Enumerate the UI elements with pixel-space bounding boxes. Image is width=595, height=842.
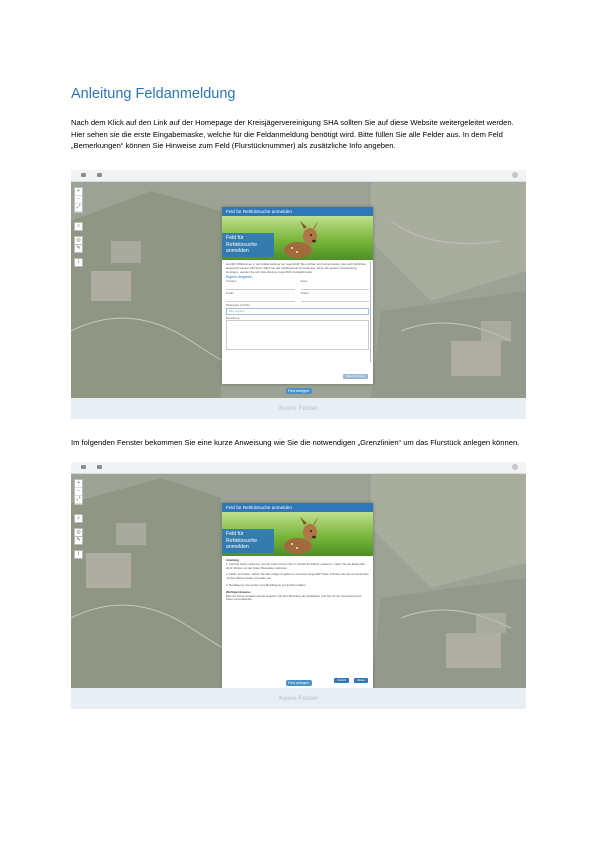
menu-icon[interactable] [81, 465, 86, 469]
layers-icon[interactable] [97, 465, 102, 469]
modal-header: Feld für Rehkitzsuche anmelden [222, 503, 373, 512]
search-icon[interactable]: ⌕ [74, 514, 83, 523]
form-body [222, 260, 373, 353]
label-telefon: Telefon [300, 291, 309, 295]
fawn-icon [280, 220, 322, 260]
hero-image [222, 512, 373, 556]
menu-icon[interactable] [81, 173, 86, 177]
search-icon[interactable]: ⌕ [74, 222, 83, 231]
label-bemerkung: Bemerkung [226, 316, 240, 320]
section-heading: Eigene Angaben [226, 275, 253, 280]
second-paragraph: Im folgenden Fenster bekommen Sie eine kurze Anweisung wie Sie die notwendigen „Grenzlinien“ um das Flurstück anlegen können. [71, 438, 520, 447]
fullscreen-icon[interactable]: ⤢ [76, 204, 81, 210]
bemerkung-textarea[interactable] [226, 320, 369, 350]
fullscreen-icon[interactable]: ⤢ [76, 496, 81, 502]
draw-icon[interactable]: ✎ [74, 244, 83, 253]
back-button[interactable]: Zurück [334, 678, 349, 683]
hero-label: Feld für Rehkitzsuche anmelden [222, 529, 274, 553]
intro-text: Herzlich Willkommen in der Feldanmeldung von rega-Wirth! Sie möchten ein Feld anmelden, das nach Rehkitzen abgesucht werden soll? Dann füllen Sie das nachfolgende Formular aus. Wenn Sie weitere Unterstützung benötigen, wenden Sie sich bitte direkt an rega-Wirth Kontaktformular [226, 262, 367, 274]
brand-logo [512, 172, 520, 178]
name-input[interactable] [301, 284, 370, 290]
locate-icon[interactable]: ◎ [74, 528, 83, 537]
hero-label: Feld für Rehkitzsuche anmelden [222, 233, 274, 257]
vorname-input[interactable] [226, 284, 295, 290]
step-3: 3. Bestätigung: Sie werden eine Bestätigung per E-Mail erhalten. [226, 582, 307, 587]
fawn-icon [280, 516, 322, 556]
modal-scrollbar[interactable] [370, 262, 371, 362]
email-input[interactable] [226, 296, 295, 302]
telefon-input[interactable] [301, 296, 370, 302]
zoom-out-icon[interactable]: − [75, 488, 82, 496]
notes-text: Bitte die Personendaten korrekt angeben. Mit dem Betreiben der Applikation sind Sie mit der Verarbeitung der Daten einverstanden. [226, 593, 362, 602]
weitergabe-input[interactable]: Bitte angeben [226, 308, 369, 315]
contact-row [226, 292, 369, 304]
notes-heading: Wichtige Hinweise [226, 589, 251, 594]
screenshot-form [71, 170, 526, 398]
name-row [226, 280, 369, 292]
hero-image [222, 216, 373, 260]
form-modal [222, 207, 373, 384]
zoom-control [74, 479, 83, 505]
add-field-pill[interactable]: Feld anlegen [286, 680, 312, 686]
label-email: E-Mail [226, 291, 234, 295]
add-field-pill[interactable]: Feld anlegen [286, 388, 312, 394]
screenshot-instructions [71, 462, 526, 688]
app-topbar [71, 170, 526, 182]
instructions-body [222, 556, 373, 605]
zoom-in-icon[interactable]: + [75, 188, 82, 196]
brand-logo [512, 464, 520, 470]
intro-paragraph: Nach dem Klick auf den Link auf der Homepage der Kreisjägervereinigung SHA sollten Sie auf diese Website weitergeleitet werden. Hier sehen sie die erste Eingabemaske, welche für die Feldanmeldung benötigt wird. Bitte füllen Sie alle Felder aus. In dem Feld „Bemerkungen“ können Sie Hinweise zum Feld (Flurstücknummer) als zusätzliche Info angeben. [71, 118, 514, 151]
next-button[interactable]: Weiter [354, 678, 368, 683]
modal-header: Feld für Rehkitzsuche anmelden [222, 207, 373, 216]
info-icon[interactable]: i [74, 550, 83, 559]
step-2: 2. Felder anmelden: Haben Sie alle nötigen Angaben im Formular ausgefüllt? Dann schicken Sie das Formular bitte mit dem Button Felder anmelden ab. [226, 572, 369, 581]
layers-icon[interactable] [97, 173, 102, 177]
app-topbar [71, 462, 526, 474]
locate-icon[interactable]: ◎ [74, 236, 83, 245]
step-1: 1. Feld auf Karte markieren: Auf der Karte können Sie im Vorfeld die Fläche markieren, indem Sie die Eckpunkte durch Klicken mit der linken Maustaste markieren. [226, 561, 365, 570]
draw-icon[interactable]: ✎ [74, 536, 83, 545]
next-button[interactable]: Weiter zu Karte [343, 374, 368, 379]
zoom-control [74, 187, 83, 213]
label-name: Name [300, 280, 308, 284]
label-vorname: Vorname [226, 280, 237, 284]
info-icon[interactable]: i [74, 258, 83, 267]
empty-fields-bar: Keine Felder [71, 398, 526, 419]
zoom-in-icon[interactable]: + [75, 480, 82, 488]
label-weitergabe: Weitergabe an Dritte [226, 303, 250, 307]
instructions-modal [222, 503, 373, 688]
document-title: Anleitung Feldanmeldung [71, 86, 236, 102]
instructions-heading: Anleitung [226, 558, 239, 562]
empty-fields-bar: Keine Felder [71, 688, 526, 709]
zoom-out-icon[interactable]: − [75, 196, 82, 204]
